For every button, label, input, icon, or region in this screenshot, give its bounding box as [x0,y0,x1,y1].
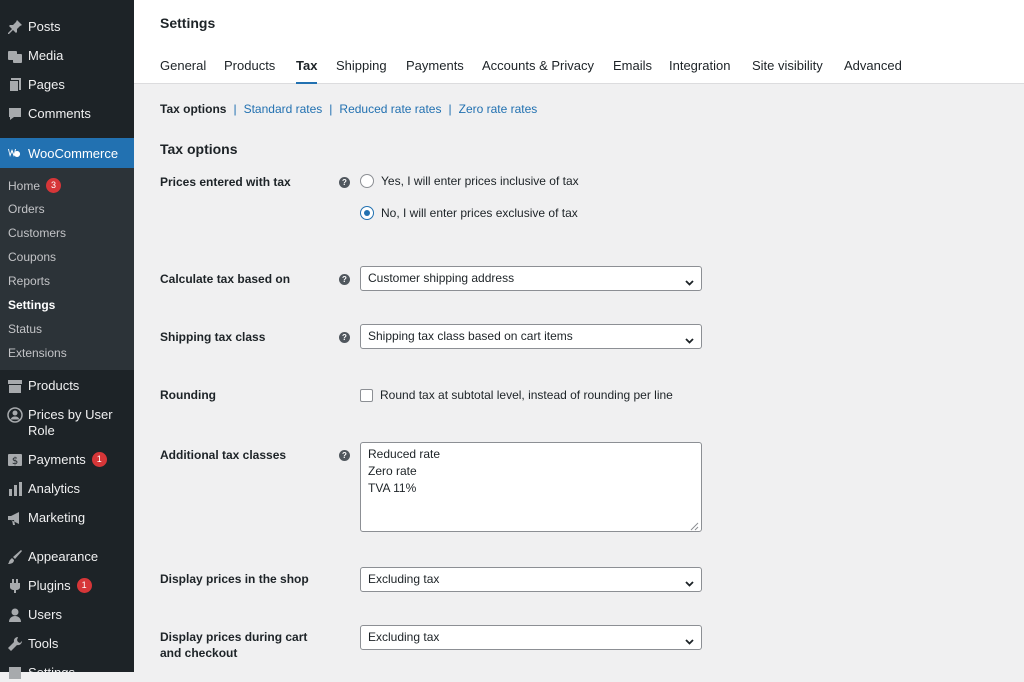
sidebar-item-plugins[interactable]: Plugins 1 [0,577,134,595]
submenu-item-status[interactable]: Status [8,322,43,336]
svg-text:$: $ [11,456,19,467]
users-icon [6,606,24,624]
display-shop-select[interactable]: Excluding tax [360,567,702,592]
sidebar-item-prices-by-user-role[interactable]: Prices by User Role [0,406,134,439]
sidebar-item-users[interactable]: Users [0,606,134,624]
sidebar-item-products[interactable]: Products [0,377,134,395]
help-icon[interactable]: ? [339,177,350,188]
calculate-tax-select[interactable]: Customer shipping address [360,266,702,291]
dollar-icon [6,451,24,469]
home-count-badge: 3 [46,178,61,193]
tab-general[interactable]: General [160,58,207,73]
textarea-line: TVA 11% [368,481,417,495]
submenu-item-home[interactable]: Home 3 [8,178,61,193]
settings-icon [6,664,24,682]
woocommerce-icon [6,144,24,162]
bar-chart-icon [6,480,24,498]
radio-button[interactable] [360,174,374,188]
plugin-icon [6,577,24,595]
pin-icon [6,18,24,36]
megaphone-icon [6,509,24,527]
submenu-item-orders[interactable]: Orders [8,202,45,216]
woocommerce-submenu [0,168,134,370]
help-icon[interactable]: ? [339,332,350,343]
submenu-item-extensions[interactable]: Extensions [8,346,67,360]
prices-entered-label: Prices entered with tax [160,175,291,189]
radio-prices-exclusive[interactable]: No, I will enter prices exclusive of tax [360,206,578,220]
subnav-tax-options[interactable]: Tax options [160,102,227,116]
radio-button-selected[interactable] [360,206,374,220]
textarea-line: Reduced rate [368,447,441,461]
submenu-item-settings[interactable]: Settings [8,298,56,312]
textarea-line: Zero rate [368,464,417,478]
chevron-down-icon [684,574,695,585]
calculate-tax-label: Calculate tax based on [160,272,291,286]
sidebar-item-marketing[interactable]: Marketing [0,509,134,527]
submenu-item-customers[interactable]: Customers [8,226,67,240]
payments-count-badge: 1 [92,452,107,467]
subnav-separator: | [233,102,237,116]
archive-icon [6,377,24,395]
section-title: Tax options [160,141,238,157]
resize-grip-icon[interactable] [689,519,699,529]
chevron-down-icon [684,273,695,284]
media-icon [6,47,24,65]
help-icon[interactable]: ? [339,450,350,461]
rounding-label: Rounding [160,388,216,402]
settings-header [134,0,1024,84]
sidebar-item-appearance[interactable]: Appearance [0,548,134,566]
sidebar-item-comments[interactable]: Comments [0,105,134,123]
tab-products[interactable]: Products [224,58,276,73]
help-icon[interactable]: ? [339,274,350,285]
tab-advanced[interactable]: Advanced [844,58,902,73]
tab-site-visibility[interactable]: Site visibility [752,58,823,73]
sidebar-item-posts[interactable]: Posts [0,18,134,36]
subnav-zero-rate-rates[interactable]: Zero rate rates [458,102,538,116]
tab-accounts-privacy[interactable]: Accounts & Privacy [482,58,594,73]
tax-subnav [160,102,537,116]
display-cart-select[interactable]: Excluding tax [360,625,702,650]
tab-payments[interactable]: Payments [406,58,464,73]
sidebar-item-settings[interactable]: Settings [0,664,134,682]
tab-emails[interactable]: Emails [613,58,653,73]
subnav-standard-rates[interactable]: Standard rates [243,102,323,116]
tab-integration[interactable]: Integration [669,58,731,73]
submenu-item-reports[interactable]: Reports [8,274,51,288]
shipping-tax-class-select[interactable]: Shipping tax class based on cart items [360,324,702,349]
additional-tax-classes-textarea[interactable] [360,442,702,532]
sidebar-item-pages[interactable]: Pages [0,76,134,94]
sidebar-item-payments[interactable]: $ Payments 1 [0,451,134,469]
tab-tax[interactable]: Tax [296,58,317,84]
checkbox[interactable] [360,389,373,402]
subnav-separator: | [329,102,333,116]
tab-shipping[interactable]: Shipping [336,58,387,73]
admin-sidebar [0,0,134,680]
subnav-reduced-rate-rates[interactable]: Reduced rate rates [339,102,442,116]
plugins-count-badge: 1 [77,578,92,593]
chevron-down-icon [684,331,695,342]
chevron-down-icon [684,632,695,643]
rounding-checkbox[interactable]: Round tax at subtotal level, instead of rounding per line [360,388,673,402]
brush-icon [6,548,24,566]
sidebar-item-woocommerce[interactable]: WooCommerce [0,138,134,168]
radio-prices-inclusive[interactable]: Yes, I will enter prices inclusive of tax [360,174,579,188]
sidebar-item-media[interactable]: Media [0,47,134,65]
submenu-item-coupons[interactable]: Coupons [8,250,57,264]
wrench-icon [6,635,24,653]
sidebar-item-tools[interactable]: Tools [0,635,134,653]
user-role-icon [6,406,24,424]
comment-icon [6,105,24,123]
display-cart-label: Display prices during cart and checkout [160,630,308,660]
shipping-tax-class-label: Shipping tax class [160,330,266,344]
subnav-separator: | [448,102,452,116]
pages-icon [6,76,24,94]
sidebar-item-analytics[interactable]: Analytics [0,480,134,498]
additional-tax-classes-label: Additional tax classes [160,448,287,462]
page-title: Settings [160,15,216,31]
display-shop-label: Display prices in the shop [160,572,309,586]
